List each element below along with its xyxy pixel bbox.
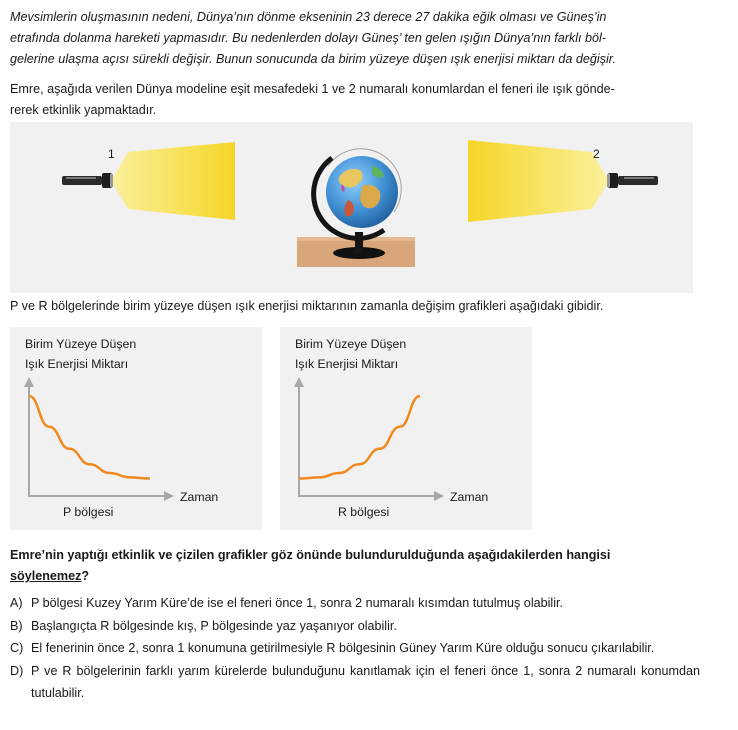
region-r-label: R bölgesi: [338, 505, 390, 519]
x-axis-arrow: [164, 491, 174, 501]
graph-y-label: Birim Yüzeye Düşen Işık Enerjisi Miktarı: [295, 337, 407, 371]
option-letter: B): [10, 618, 23, 633]
position-1-label: 1: [108, 147, 115, 161]
question-line: söylenemez?: [10, 569, 90, 583]
question-stem: [10, 545, 610, 587]
graph-r-panel: [280, 327, 532, 530]
x-axis-arrow: [434, 491, 444, 501]
question-line: Emre’nin yaptığı etkinlik ve çizilen grafikler göz önünde bulundurulduğunda aşağıdakilerden hangisi: [10, 548, 611, 562]
y-axis-arrow: [294, 377, 304, 387]
activity-line: rerek etkinlik yapmaktadır.: [10, 103, 157, 117]
intro-line: etrafında dolanma hareketi yapmasıdır. Bu nedenlerden dolayı Güneş’ ten gelen ışığın Dünya’nın farklı böl-: [10, 31, 607, 45]
option-c[interactable]: [10, 637, 700, 660]
intro-italic-paragraph: [10, 7, 730, 70]
intro-line: gelerine ulaşma açısı sürekli değişir. Bunun sonucunda da birim yüzeye düşen ışık enerjisi miktarı da değişir.: [10, 52, 616, 66]
option-letter: C): [10, 641, 24, 655]
experiment-illustration: [10, 122, 693, 293]
intro-line: Mevsimlerin oluşmasının nedeni, Dünya’nın dönme ekseninin 23 derece 27 dakika eğik olması ve Güneş’in: [10, 10, 607, 24]
graphs-intro-text: P ve R bölgelerinde birim yüzeye düşen ışık enerjisi miktarının zamanla değişim grafikleri aşağıdaki gibidir.: [10, 299, 604, 313]
activity-paragraph: [10, 79, 730, 121]
option-d[interactable]: [10, 660, 700, 705]
light-beam: [468, 140, 607, 222]
option-text: Başlangıçta R bölgesinde kış, P bölgesinde yaz yaşanıyor olabilir.: [31, 618, 397, 633]
option-letter: D): [10, 663, 24, 678]
light-beam: [113, 142, 235, 220]
graph-y-label: Birim Yüzeye Düşen Işık Enerjisi Miktarı: [25, 337, 137, 371]
graph-x-label: Zaman: [450, 490, 489, 504]
option-b[interactable]: [10, 615, 700, 638]
option-letter: A): [10, 596, 23, 610]
y-axis-arrow: [24, 377, 34, 387]
region-p-label: P bölgesi: [63, 505, 114, 519]
flashlight-icon: [62, 173, 113, 188]
activity-line: Emre, aşağıda verilen Dünya modeline eşit mesafedeki 1 ve 2 numaralı konumlardan el feneri ile ışık gönde-: [10, 82, 615, 96]
flashlight-icon: [607, 173, 658, 188]
option-a[interactable]: [10, 592, 700, 615]
option-text: El fenerinin önce 2, sonra 1 konumuna getirilmesiyle R bölgesinin Güney Yarım Küre olduğu sonucu çıkarılabilir.: [31, 641, 655, 655]
option-text: P bölgesi Kuzey Yarım Küre’de ise el feneri önce 1, sonra 2 numaralı kısımdan tutulmuş olabilir.: [31, 596, 564, 610]
negation-word: söylenemez: [10, 569, 82, 583]
answer-options: [10, 592, 700, 705]
energy-curve-p: [29, 396, 150, 479]
graph-p-panel: [10, 327, 262, 530]
option-text: P ve R bölgelerinin farklı yarım kürelerde bulunduğunu kanıtlamak için el feneri önce 1, sonra 2 numaralı konumdan tutulabilir.: [31, 663, 700, 700]
position-2-label: 2: [593, 147, 600, 161]
graph-x-label: Zaman: [180, 490, 219, 504]
energy-curve-r: [299, 396, 420, 479]
